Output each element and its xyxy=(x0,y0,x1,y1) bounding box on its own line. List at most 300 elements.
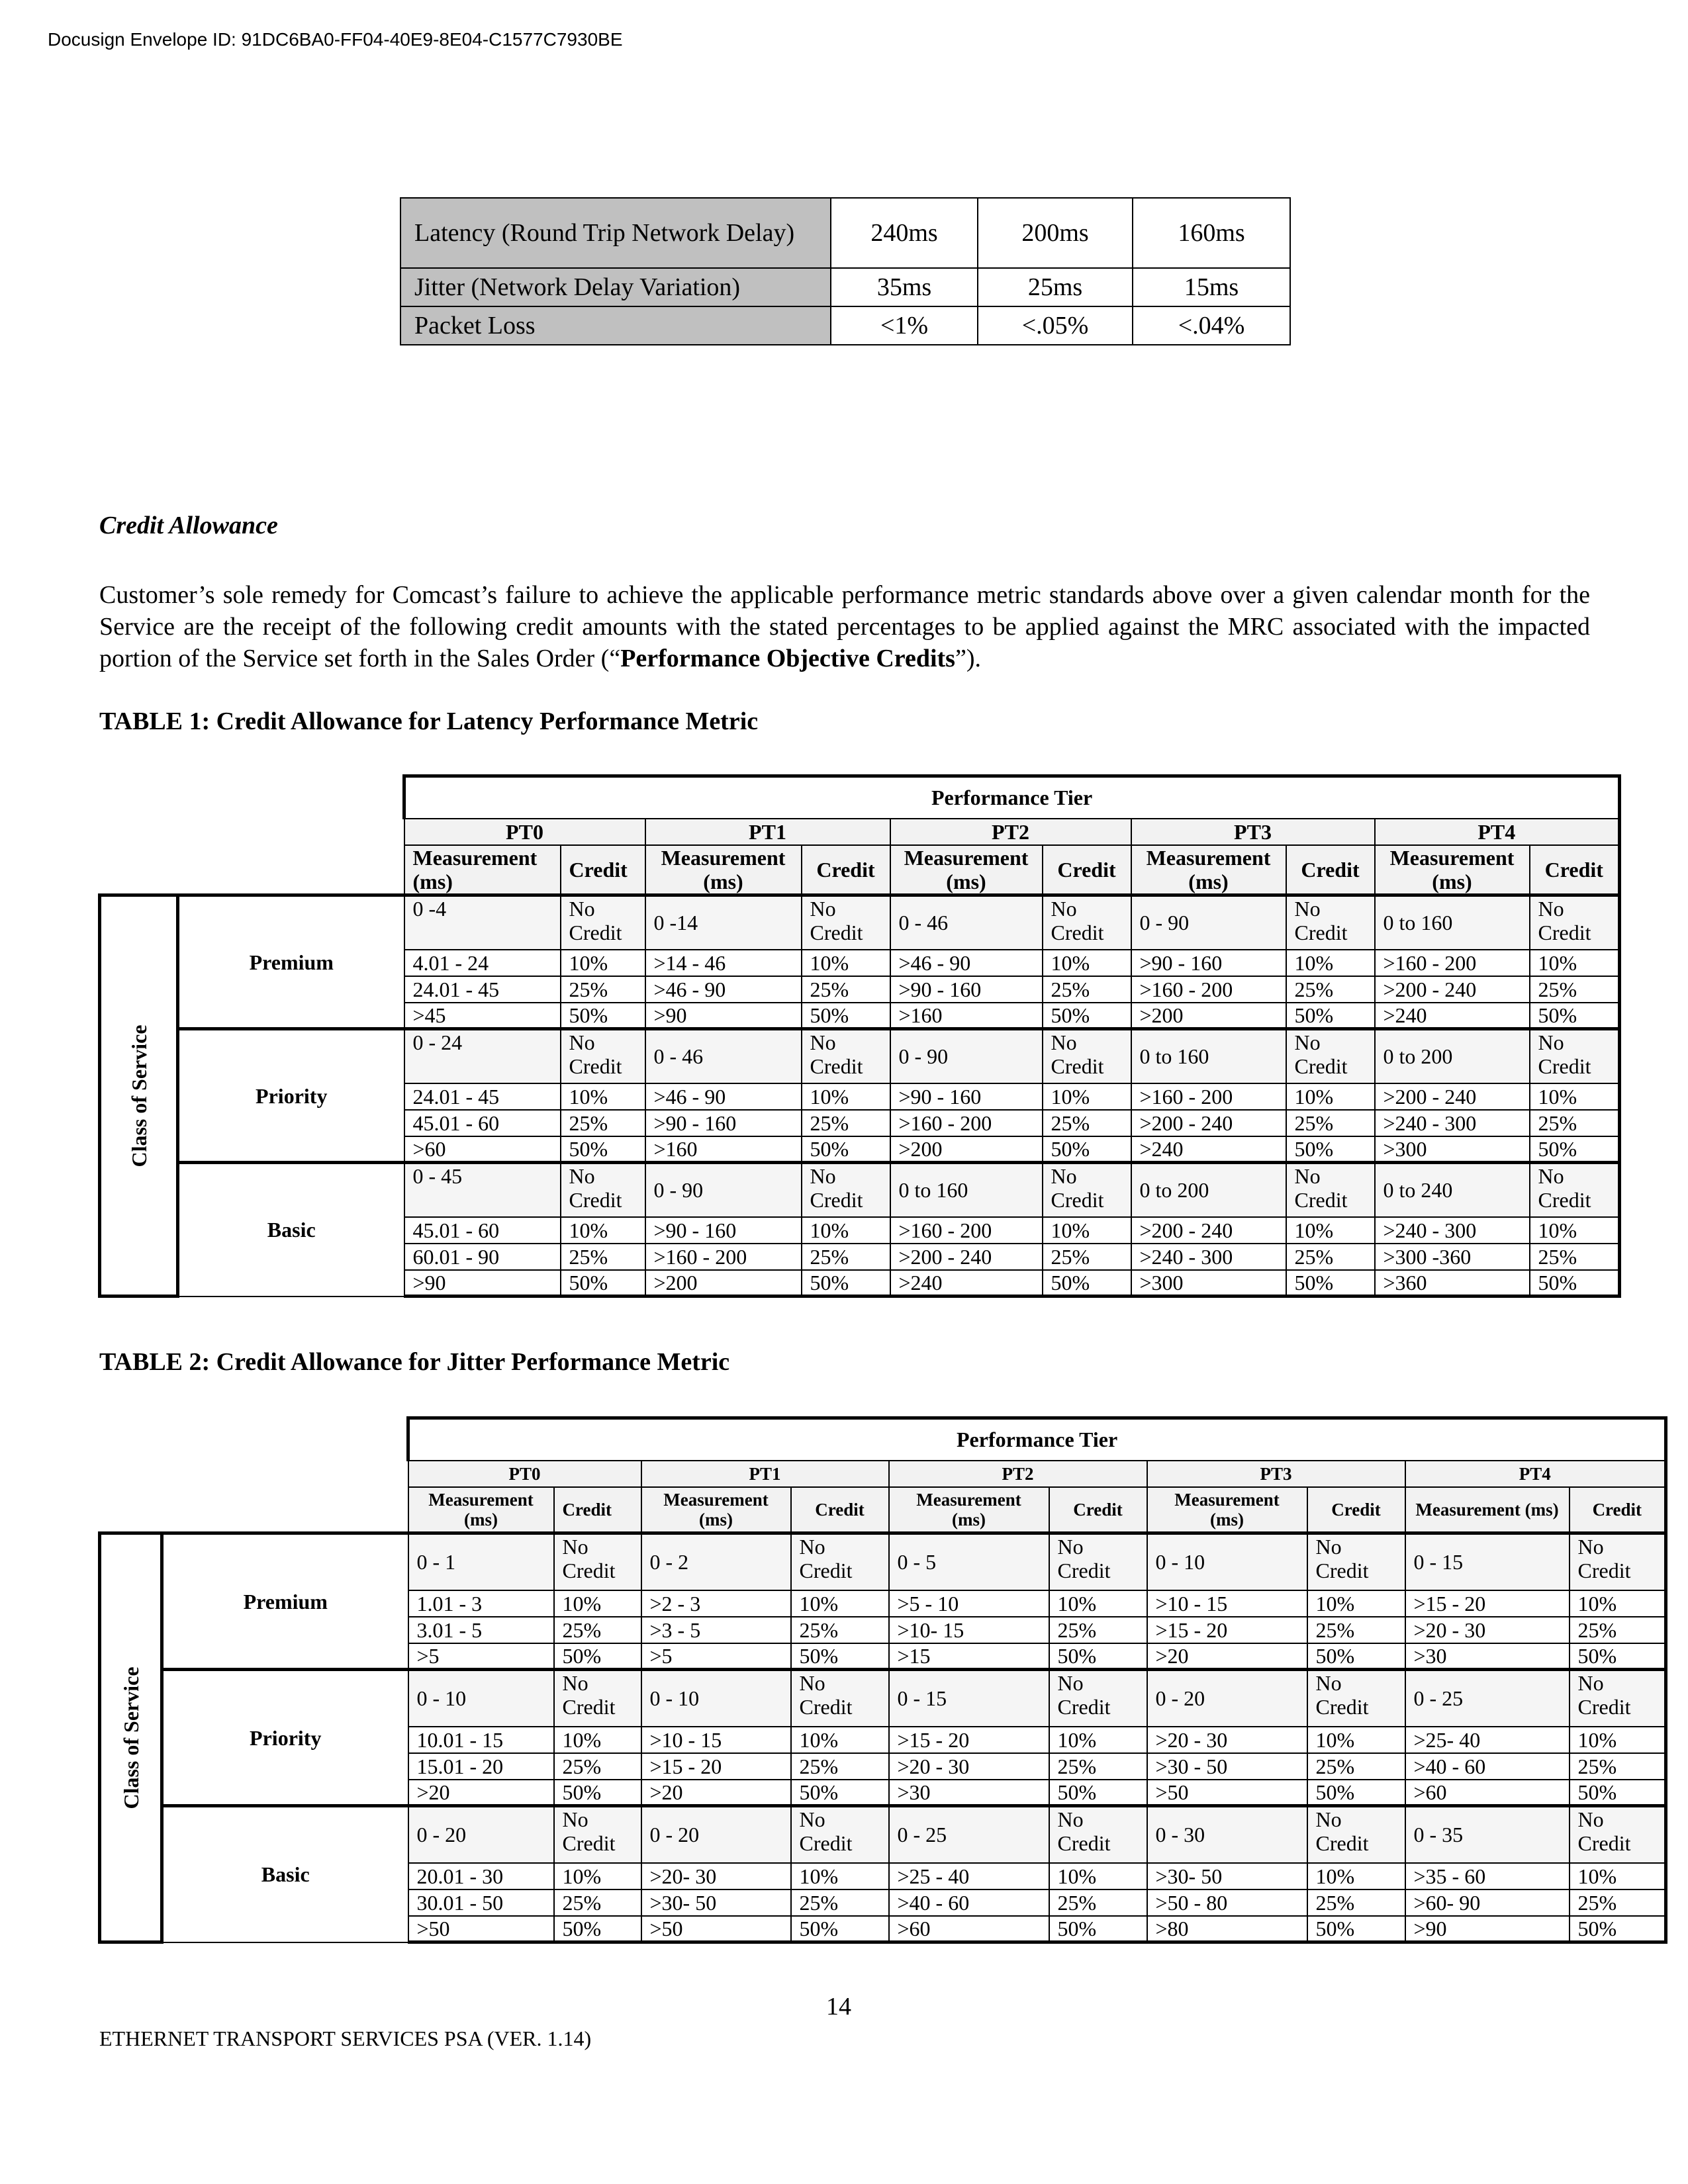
credit-cell: 10% xyxy=(1043,1083,1131,1110)
credit-header: Credit xyxy=(802,845,890,895)
credit-cell: No Credit xyxy=(802,1029,890,1083)
measurement-header: Measurement (ms) xyxy=(1375,845,1530,895)
credit-cell: 10% xyxy=(1049,1590,1147,1617)
credit-cell: 50% xyxy=(554,1780,641,1806)
credit-cell: 25% xyxy=(1570,1617,1666,1643)
measurement-cell: 4.01 - 24 xyxy=(404,950,561,976)
measurement-cell: >160 - 200 xyxy=(1131,976,1286,1003)
measurement-cell: >45 xyxy=(404,1003,561,1029)
credit-cell: 25% xyxy=(1049,1889,1147,1916)
measurement-cell: 30.01 - 50 xyxy=(408,1889,554,1916)
credit-cell: No Credit xyxy=(802,1163,890,1217)
measurement-cell: 0 - 1 xyxy=(408,1533,554,1590)
credit-cell: No Credit xyxy=(1530,1029,1620,1083)
measurement-cell: 0 - 10 xyxy=(641,1670,791,1727)
measurement-cell: >240 xyxy=(1375,1003,1530,1029)
measurement-cell: 0 - 20 xyxy=(1147,1670,1307,1727)
measurement-cell: >5 xyxy=(408,1643,554,1670)
table1-title: TABLE 1: Credit Allowance for Latency Performance Metric xyxy=(99,707,759,735)
credit-cell: 10% xyxy=(554,1590,641,1617)
class-label: Basic xyxy=(178,1163,404,1297)
tier-row xyxy=(100,819,1620,845)
class-of-service-label: Class of Service xyxy=(126,1024,151,1167)
class-of-service-cell xyxy=(100,895,178,1297)
measurement-header: Measurement (ms) xyxy=(645,845,802,895)
measurement-cell: >10 - 15 xyxy=(1147,1590,1307,1617)
measurement-cell: >10 - 15 xyxy=(641,1727,791,1753)
credit-cell: 25% xyxy=(1570,1889,1666,1916)
credit-cell: No Credit xyxy=(561,895,645,950)
measurement-cell: >300 xyxy=(1375,1136,1530,1163)
measurement-cell: >15 - 20 xyxy=(1405,1590,1570,1617)
measurement-header: Measurement (ms) xyxy=(408,1487,554,1533)
credit-cell: No Credit xyxy=(1307,1533,1405,1590)
measurement-cell: 60.01 - 90 xyxy=(404,1244,561,1270)
credit-cell: 10% xyxy=(561,1083,645,1110)
measurement-cell: >46 - 90 xyxy=(645,976,802,1003)
measurement-header: Measurement (ms) xyxy=(1131,845,1286,895)
metric-label: Jitter (Network Delay Variation) xyxy=(400,268,831,306)
credit-cell: 50% xyxy=(1307,1916,1405,1942)
measurement-cell: 15.01 - 20 xyxy=(408,1753,554,1780)
class-of-service-cell xyxy=(100,1533,162,1942)
measurement-cell: 45.01 - 60 xyxy=(404,1110,561,1136)
measurement-cell: >25- 40 xyxy=(1405,1727,1570,1753)
credit-cell: 50% xyxy=(1286,1003,1375,1029)
measurement-cell: >3 - 5 xyxy=(641,1617,791,1643)
measurement-cell: 0 - 46 xyxy=(890,895,1043,950)
measurement-cell: >30- 50 xyxy=(1147,1863,1307,1889)
measurement-cell: >200 xyxy=(1131,1003,1286,1029)
credit-cell: 50% xyxy=(791,1643,889,1670)
credit-cell: 10% xyxy=(1286,1217,1375,1244)
measurement-cell: >90 - 160 xyxy=(890,1083,1043,1110)
credit-cell: No Credit xyxy=(1049,1670,1147,1727)
measurement-cell: 1.01 - 3 xyxy=(408,1590,554,1617)
credit-cell: 10% xyxy=(802,950,890,976)
credit-cell: 50% xyxy=(1043,1003,1131,1029)
measurement-cell: >60 xyxy=(404,1136,561,1163)
measurement-cell: >200 xyxy=(645,1270,802,1297)
credit-cell: 50% xyxy=(802,1270,890,1297)
credit-cell: 50% xyxy=(554,1643,641,1670)
measurement-cell: >240 - 300 xyxy=(1375,1110,1530,1136)
credit-cell: 25% xyxy=(791,1889,889,1916)
credit-cell: 50% xyxy=(1043,1270,1131,1297)
blank-cell xyxy=(100,1487,408,1533)
measurement-cell: >20 - 30 xyxy=(1405,1617,1570,1643)
measurement-cell: >60 xyxy=(1405,1780,1570,1806)
measurement-cell: >160 - 200 xyxy=(645,1244,802,1270)
measurement-cell: 0 - 35 xyxy=(1405,1806,1570,1863)
credit-cell: No Credit xyxy=(1043,895,1131,950)
credit-header: Credit xyxy=(1049,1487,1147,1533)
blank-cell xyxy=(100,845,404,895)
credit-cell: 25% xyxy=(1043,1244,1131,1270)
credit-cell: 25% xyxy=(1049,1753,1147,1780)
measurement-cell: 0 - 46 xyxy=(645,1029,802,1083)
credit-cell: 50% xyxy=(791,1916,889,1942)
section-heading: Credit Allowance xyxy=(99,512,278,539)
credit-cell: 50% xyxy=(1530,1270,1620,1297)
measurement-cell: 24.01 - 45 xyxy=(404,1083,561,1110)
credit-cell: No Credit xyxy=(791,1670,889,1727)
metric-value: 200ms xyxy=(978,198,1133,268)
measurement-cell: 0 to 160 xyxy=(1375,895,1530,950)
credit-cell: No Credit xyxy=(1570,1533,1666,1590)
credit-cell: 25% xyxy=(1049,1617,1147,1643)
measurement-header: Measurement (ms) xyxy=(1147,1487,1307,1533)
credit-cell: 25% xyxy=(1286,1244,1375,1270)
measurement-cell: >200 xyxy=(890,1136,1043,1163)
credit-cell: No Credit xyxy=(1049,1533,1147,1590)
credit-cell: No Credit xyxy=(1286,1029,1375,1083)
measurement-cell: >90 - 160 xyxy=(1131,950,1286,976)
credit-cell: 10% xyxy=(791,1590,889,1617)
measurement-cell: 0 to 200 xyxy=(1131,1163,1286,1217)
credit-cell: 50% xyxy=(1043,1136,1131,1163)
credit-cell: 50% xyxy=(1307,1643,1405,1670)
measurement-cell: >160 - 200 xyxy=(890,1217,1043,1244)
measurement-cell: 0 - 15 xyxy=(1405,1533,1570,1590)
tier-header: PT4 xyxy=(1405,1461,1666,1487)
measurement-cell: 0 - 10 xyxy=(1147,1533,1307,1590)
credit-header: Credit xyxy=(1530,845,1620,895)
measurement-cell: 24.01 - 45 xyxy=(404,976,561,1003)
measurement-cell: >80 xyxy=(1147,1916,1307,1942)
measurement-cell: >200 - 240 xyxy=(1131,1110,1286,1136)
credit-header: Credit xyxy=(791,1487,889,1533)
credit-cell: No Credit xyxy=(1307,1806,1405,1863)
header-row xyxy=(100,1418,1666,1461)
credit-cell: 25% xyxy=(1286,1110,1375,1136)
table-row xyxy=(400,268,1290,306)
blank-cell xyxy=(100,819,404,845)
measurement-cell: >20 xyxy=(408,1780,554,1806)
credit-cell: No Credit xyxy=(802,895,890,950)
credit-cell: 10% xyxy=(791,1727,889,1753)
measurement-cell: >90 - 160 xyxy=(645,1110,802,1136)
measurement-cell: >240 xyxy=(1131,1136,1286,1163)
credit-cell: 10% xyxy=(802,1083,890,1110)
credit-cell: 50% xyxy=(554,1916,641,1942)
measurement-cell: 0 - 15 xyxy=(889,1670,1049,1727)
metric-label: Packet Loss xyxy=(400,306,831,345)
measurement-cell: 0 - 45 xyxy=(404,1163,561,1217)
measurement-cell: >360 xyxy=(1375,1270,1530,1297)
class-of-service-label: Class of Service xyxy=(118,1666,143,1809)
measurement-cell: >46 - 90 xyxy=(890,950,1043,976)
credit-header: Credit xyxy=(1043,845,1131,895)
blank-cell xyxy=(100,1418,408,1461)
measurement-cell: >50 xyxy=(408,1916,554,1942)
measurement-cell: >20 xyxy=(1147,1643,1307,1670)
tier-header: PT0 xyxy=(408,1461,641,1487)
table-row xyxy=(100,1670,1666,1727)
measurement-cell: >30- 50 xyxy=(641,1889,791,1916)
metric-value: 15ms xyxy=(1133,268,1290,306)
measurement-cell: >60- 90 xyxy=(1405,1889,1570,1916)
measurement-cell: >2 - 3 xyxy=(641,1590,791,1617)
credit-cell: 10% xyxy=(1307,1863,1405,1889)
measurement-cell: >35 - 60 xyxy=(1405,1863,1570,1889)
table2-title: TABLE 2: Credit Allowance for Jitter Performance Metric xyxy=(99,1348,730,1376)
credit-cell: No Credit xyxy=(1286,1163,1375,1217)
measurement-cell: >30 - 50 xyxy=(1147,1753,1307,1780)
tier-header: PT3 xyxy=(1131,819,1375,845)
column-header-row xyxy=(100,845,1620,895)
credit-cell: 10% xyxy=(561,950,645,976)
measurement-cell: >200 - 240 xyxy=(1375,1083,1530,1110)
measurement-cell: >30 xyxy=(889,1780,1049,1806)
metric-value: 240ms xyxy=(831,198,978,268)
credit-cell: 25% xyxy=(1286,976,1375,1003)
tier-header: PT0 xyxy=(404,819,645,845)
measurement-cell: >160 - 200 xyxy=(1375,950,1530,976)
credit-header: Credit xyxy=(561,845,645,895)
credit-cell: No Credit xyxy=(791,1533,889,1590)
credit-cell: No Credit xyxy=(1043,1163,1131,1217)
credit-cell: 10% xyxy=(1530,950,1620,976)
measurement-cell: >46 - 90 xyxy=(645,1083,802,1110)
credit-cell: 50% xyxy=(1570,1780,1666,1806)
tier-header: PT1 xyxy=(645,819,890,845)
table-row xyxy=(400,306,1290,345)
measurement-cell: 0 to 160 xyxy=(1131,1029,1286,1083)
credit-cell: 25% xyxy=(554,1753,641,1780)
measurement-cell: 0 - 5 xyxy=(889,1533,1049,1590)
table-row xyxy=(100,1029,1620,1083)
credit-cell: No Credit xyxy=(1049,1806,1147,1863)
measurement-cell: >160 xyxy=(645,1136,802,1163)
measurement-cell: >160 - 200 xyxy=(1131,1083,1286,1110)
measurement-cell: >15 xyxy=(889,1643,1049,1670)
metric-label: Latency (Round Trip Network Delay) xyxy=(400,198,831,268)
metric-value: 35ms xyxy=(831,268,978,306)
credit-cell: 25% xyxy=(561,1244,645,1270)
measurement-cell: >300 xyxy=(1131,1270,1286,1297)
credit-cell: 10% xyxy=(1570,1590,1666,1617)
credit-cell: No Credit xyxy=(554,1533,641,1590)
measurement-cell: 0 -4 xyxy=(404,895,561,950)
measurement-cell: >20 - 30 xyxy=(1147,1727,1307,1753)
measurement-cell: 0 - 24 xyxy=(404,1029,561,1083)
measurement-cell: >40 - 60 xyxy=(1405,1753,1570,1780)
credit-cell: 50% xyxy=(802,1136,890,1163)
measurement-cell: >25 - 40 xyxy=(889,1863,1049,1889)
measurement-cell: >90 - 160 xyxy=(645,1217,802,1244)
performance-metrics-table xyxy=(400,197,1291,345)
measurement-cell: 20.01 - 30 xyxy=(408,1863,554,1889)
credit-cell: 10% xyxy=(1049,1727,1147,1753)
defined-term: Performance Objective Credits xyxy=(620,645,955,672)
measurement-cell: 0 to 200 xyxy=(1375,1029,1530,1083)
credit-cell: 50% xyxy=(561,1270,645,1297)
credit-cell: 25% xyxy=(791,1617,889,1643)
measurement-cell: >5 xyxy=(641,1643,791,1670)
blank-cell xyxy=(100,1461,408,1487)
measurement-cell: 0 - 25 xyxy=(1405,1670,1570,1727)
measurement-cell: 0 - 90 xyxy=(890,1029,1043,1083)
credit-cell: 25% xyxy=(1307,1889,1405,1916)
credit-cell: 10% xyxy=(554,1727,641,1753)
credit-cell: No Credit xyxy=(561,1163,645,1217)
paragraph-text: Customer’s sole remedy for Comcast’s failure to achieve the applicable performance metric standards above over a given calendar month for the Service are the receipt of the following credit amounts with the stated percentages to be applied against the MRC associated with the impacted portion of the Service set forth in the Sales Order (“ xyxy=(99,581,1590,672)
measurement-cell: >30 xyxy=(1405,1643,1570,1670)
credit-cell: 25% xyxy=(1530,976,1620,1003)
measurement-cell: >15 - 20 xyxy=(889,1727,1049,1753)
credit-cell: 25% xyxy=(802,1244,890,1270)
measurement-cell: >200 - 240 xyxy=(890,1244,1043,1270)
measurement-cell: >240 - 300 xyxy=(1131,1244,1286,1270)
performance-tier-header: Performance Tier xyxy=(404,776,1620,819)
credit-cell: 50% xyxy=(1286,1270,1375,1297)
tier-row xyxy=(100,1461,1666,1487)
measurement-cell: >60 xyxy=(889,1916,1049,1942)
envelope-id: Docusign Envelope ID: 91DC6BA0-FF04-40E9-8E04-C1577C7930BE xyxy=(48,29,623,50)
measurement-cell: >90 xyxy=(645,1003,802,1029)
column-header-row xyxy=(100,1487,1666,1533)
measurement-cell: >10- 15 xyxy=(889,1617,1049,1643)
measurement-cell: 45.01 - 60 xyxy=(404,1217,561,1244)
credit-cell: 10% xyxy=(802,1217,890,1244)
credit-cell: No Credit xyxy=(1530,895,1620,950)
measurement-cell: 0 to 160 xyxy=(890,1163,1043,1217)
measurement-cell: 0 - 90 xyxy=(645,1163,802,1217)
credit-cell: 25% xyxy=(791,1753,889,1780)
measurement-cell: 0 - 20 xyxy=(641,1806,791,1863)
credit-cell: 50% xyxy=(1049,1643,1147,1670)
credit-header: Credit xyxy=(554,1487,641,1533)
measurement-cell: 0 - 30 xyxy=(1147,1806,1307,1863)
credit-cell: 50% xyxy=(1570,1916,1666,1942)
credit-cell: No Credit xyxy=(1286,895,1375,950)
measurement-header: Measurement (ms) xyxy=(641,1487,791,1533)
header-row xyxy=(100,776,1620,819)
credit-cell: 10% xyxy=(1286,950,1375,976)
measurement-cell: 0 - 2 xyxy=(641,1533,791,1590)
measurement-cell: >20 - 30 xyxy=(889,1753,1049,1780)
credit-cell: No Credit xyxy=(1570,1806,1666,1863)
measurement-cell: >15 - 20 xyxy=(1147,1617,1307,1643)
tier-header: PT1 xyxy=(641,1461,889,1487)
table-row xyxy=(100,895,1620,950)
credit-header: Credit xyxy=(1286,845,1375,895)
class-label: Priority xyxy=(178,1029,404,1163)
metric-value: <1% xyxy=(831,306,978,345)
credit-cell: 50% xyxy=(791,1780,889,1806)
credit-cell: No Credit xyxy=(554,1806,641,1863)
measurement-cell: 0 - 25 xyxy=(889,1806,1049,1863)
table-row xyxy=(100,1533,1666,1590)
measurement-cell: >90 xyxy=(1405,1916,1570,1942)
credit-cell: 10% xyxy=(1530,1083,1620,1110)
credit-cell: No Credit xyxy=(561,1029,645,1083)
credit-cell: 10% xyxy=(791,1863,889,1889)
measurement-cell: >200 - 240 xyxy=(1131,1217,1286,1244)
footer: ETHERNET TRANSPORT SERVICES PSA (VER. 1.14) xyxy=(99,2026,592,2050)
measurement-cell: 0 - 90 xyxy=(1131,895,1286,950)
measurement-cell: >90 xyxy=(404,1270,561,1297)
credit-cell: 25% xyxy=(802,976,890,1003)
credit-cell: 10% xyxy=(1530,1217,1620,1244)
measurement-cell: >20 xyxy=(641,1780,791,1806)
credit-cell: No Credit xyxy=(791,1806,889,1863)
credit-cell: 50% xyxy=(561,1136,645,1163)
measurement-cell: >50 - 80 xyxy=(1147,1889,1307,1916)
class-label: Priority xyxy=(162,1670,408,1806)
credit-cell: 25% xyxy=(561,1110,645,1136)
page-number: 14 xyxy=(826,1993,851,2021)
measurement-cell: >160 - 200 xyxy=(890,1110,1043,1136)
measurement-cell: 0 to 240 xyxy=(1375,1163,1530,1217)
credit-cell: 50% xyxy=(1530,1136,1620,1163)
metric-value: <.05% xyxy=(978,306,1133,345)
metric-value: 160ms xyxy=(1133,198,1290,268)
class-label: Premium xyxy=(162,1533,408,1670)
measurement-header: Measurement (ms) xyxy=(404,845,561,895)
measurement-cell: >50 xyxy=(1147,1780,1307,1806)
credit-header: Credit xyxy=(1307,1487,1405,1533)
class-label: Basic xyxy=(162,1806,408,1942)
table-row xyxy=(100,1163,1620,1217)
latency-credit-table xyxy=(98,774,1621,1298)
table-row xyxy=(100,1806,1666,1863)
measurement-cell: >14 - 46 xyxy=(645,950,802,976)
measurement-cell: >200 - 240 xyxy=(1375,976,1530,1003)
credit-cell: 50% xyxy=(1049,1780,1147,1806)
credit-cell: 50% xyxy=(1570,1643,1666,1670)
measurement-cell: 0 - 10 xyxy=(408,1670,554,1727)
measurement-cell: >240 xyxy=(890,1270,1043,1297)
credit-cell: 25% xyxy=(1043,976,1131,1003)
tier-header: PT2 xyxy=(889,1461,1147,1487)
credit-cell: No Credit xyxy=(1307,1670,1405,1727)
jitter-credit-table xyxy=(98,1416,1667,1944)
credit-cell: No Credit xyxy=(1043,1029,1131,1083)
credit-cell: 10% xyxy=(1307,1727,1405,1753)
measurement-cell: >50 xyxy=(641,1916,791,1942)
table-row xyxy=(400,198,1290,268)
credit-cell: 25% xyxy=(1570,1753,1666,1780)
credit-cell: 25% xyxy=(1530,1244,1620,1270)
performance-tier-header: Performance Tier xyxy=(408,1418,1666,1461)
measurement-cell: >160 xyxy=(890,1003,1043,1029)
credit-cell: 50% xyxy=(1307,1780,1405,1806)
measurement-header: Measurement (ms) xyxy=(1405,1487,1570,1533)
measurement-cell: >15 - 20 xyxy=(641,1753,791,1780)
tier-header: PT3 xyxy=(1147,1461,1405,1487)
credit-cell: 10% xyxy=(561,1217,645,1244)
credit-paragraph xyxy=(99,579,1590,674)
metric-value: <.04% xyxy=(1133,306,1290,345)
credit-cell: 25% xyxy=(1307,1753,1405,1780)
credit-cell: 50% xyxy=(1530,1003,1620,1029)
credit-cell: 10% xyxy=(1043,1217,1131,1244)
measurement-cell: 10.01 - 15 xyxy=(408,1727,554,1753)
metric-value: 25ms xyxy=(978,268,1133,306)
credit-cell: 25% xyxy=(1043,1110,1131,1136)
credit-cell: 50% xyxy=(1049,1916,1147,1942)
credit-cell: 25% xyxy=(802,1110,890,1136)
measurement-cell: 0 - 20 xyxy=(408,1806,554,1863)
credit-cell: 25% xyxy=(1307,1617,1405,1643)
credit-cell: No Credit xyxy=(554,1670,641,1727)
credit-cell: 10% xyxy=(1043,950,1131,976)
paragraph-text: ”). xyxy=(955,645,981,672)
blank-cell xyxy=(100,776,404,819)
credit-cell: 50% xyxy=(1286,1136,1375,1163)
